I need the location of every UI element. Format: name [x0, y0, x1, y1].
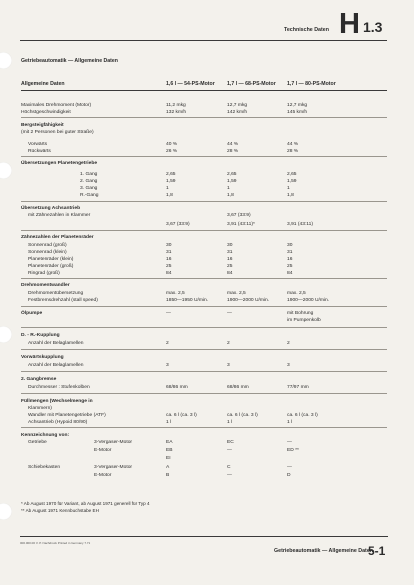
cell-value: 2	[166, 341, 169, 346]
row-label: Übersetzung Achsantrieb	[21, 206, 81, 211]
cell-value: 25	[227, 264, 233, 269]
cell-value: 2	[227, 341, 230, 346]
cell-value: 2,65	[166, 172, 176, 177]
row-label: (mit 2 Personen bei guter Straße)	[21, 130, 94, 135]
cell-value: 2,65	[227, 172, 237, 177]
row-label: Anzahl der Belaglamellen	[28, 363, 84, 368]
row-label: Klammern)	[28, 406, 52, 411]
cell-value: 16	[287, 257, 293, 262]
cell-value: 26 %	[166, 149, 178, 154]
cell-value: 1 l	[227, 420, 233, 425]
cell-value: 16	[227, 257, 233, 262]
punch-hole	[0, 326, 12, 343]
row-label: Durchmesser : Stufenkolben	[28, 385, 90, 390]
cell-value: EC	[227, 440, 234, 445]
row-label: Drehmomentwandler	[21, 283, 70, 288]
row-separator	[21, 393, 387, 394]
section-number: 1.3	[363, 19, 383, 35]
section-letter: H	[339, 8, 360, 40]
cell-value: 84	[287, 271, 293, 276]
row-label: Vorwärtskupplung	[21, 355, 64, 360]
cell-value: 1900—2000 U/min.	[227, 298, 270, 303]
row-label: Planetenräder (groß)	[28, 264, 74, 269]
row-label: Getriebe	[28, 440, 47, 445]
cell-value: 2,65	[287, 172, 297, 177]
cell-value: EB	[166, 448, 173, 453]
cell-value: 1	[166, 186, 169, 191]
cell-value: 3,67 (33:9)	[227, 213, 251, 218]
row-label: Sonnenrad (groß)	[28, 243, 67, 248]
cell-value: ca. 6 l (ca. 3 l)	[287, 413, 318, 418]
cell-value: 30	[287, 243, 293, 248]
row-separator	[21, 230, 387, 231]
cell-value: 16	[166, 257, 172, 262]
cell-value: C	[227, 465, 231, 470]
cell-value: 1900—2000 U/min.	[287, 298, 330, 303]
cell-value: 25	[166, 264, 172, 269]
row-label: E-Motor	[94, 473, 112, 478]
cell-value: 1	[287, 186, 290, 191]
row-label: Drehmomentübersetzung	[28, 291, 84, 296]
header-rule	[20, 40, 387, 41]
cell-value: EA	[166, 440, 173, 445]
cell-value: 132 km/h	[166, 110, 187, 115]
row-label: Höchstgeschwindigkeit	[21, 110, 71, 115]
table-header	[21, 77, 387, 91]
row-separator	[21, 156, 387, 157]
cell-value: B	[166, 473, 170, 478]
cell-value: ca. 6 l (ca. 3 l)	[227, 413, 258, 418]
cell-value: max. 2,5	[166, 291, 185, 296]
row-label: Zähnezahlen der Planetenräder	[21, 235, 94, 240]
footnote: * Ab August 1970 für Variant, ab August 1971 generell für Typ 4	[21, 501, 150, 506]
row-label: Übersetzungen Planetengetriebe	[21, 161, 98, 166]
cell-value: 30	[166, 243, 172, 248]
row-label: Rückwärts	[28, 149, 51, 154]
cell-value: 1 l	[287, 420, 293, 425]
row-label: Festbremsdrehzahl (stall speed)	[28, 298, 98, 303]
cell-value: A	[166, 465, 170, 470]
cell-value: D	[287, 473, 291, 478]
cell-value: mit Bohrung	[287, 311, 314, 316]
cell-value: 25	[287, 264, 293, 269]
cell-value: 12,7 mkg	[227, 103, 248, 108]
cell-value: —	[166, 311, 171, 316]
row-label: Anzahl der Belaglamellen	[28, 341, 84, 346]
cell-value: max. 2,5	[227, 291, 246, 296]
page-number: 5-1	[368, 544, 386, 558]
cell-value: —	[227, 311, 232, 316]
cell-value: ca. 6 l (ca. 3 l)	[166, 413, 197, 418]
row-label: 3-Vergaser-Motor	[94, 440, 133, 445]
row-label: mit Zähnezahlen in Klammer	[28, 213, 91, 218]
page-title: Getriebeautomatik — Allgemeine Daten	[21, 58, 118, 64]
row-label: Wandler mit Planetengetriebe (ATF)	[28, 413, 106, 418]
cell-value: 68/86 mm	[227, 385, 249, 390]
row-label: Sonnenrad (klein)	[28, 250, 67, 255]
cell-value: 1850—1950 U/min.	[166, 298, 209, 303]
cell-value: 1,59	[227, 179, 237, 184]
row-label: Maximales Drehmoment (Motor)	[21, 103, 92, 108]
cell-value: 2	[287, 341, 290, 346]
row-label: 3. Gang	[80, 186, 98, 191]
cell-value: 1,8	[287, 193, 294, 198]
cell-value: 84	[166, 271, 172, 276]
cell-value: 31	[227, 250, 233, 255]
row-separator	[21, 327, 387, 328]
row-label: Achsantrieb (Hypoid 80/90)	[28, 420, 88, 425]
column-header: Allgemeine Daten	[21, 81, 65, 87]
cell-value: —	[287, 440, 292, 445]
cell-value: 3,91 (43:11)	[287, 222, 314, 227]
row-label: 2. Gangbremse	[21, 377, 57, 382]
cell-value: —	[227, 473, 232, 478]
cell-value: —	[287, 465, 292, 470]
cell-value: 84	[227, 271, 233, 276]
cell-value: 1	[227, 186, 230, 191]
cell-value: 30	[227, 243, 233, 248]
row-label: Schiebekasten	[28, 465, 61, 470]
cell-value: 1,59	[287, 179, 297, 184]
row-label: R.-Gang	[80, 193, 99, 198]
footer-title: Getriebeautomatik — Allgemeine Daten	[274, 548, 373, 554]
print-info: 000.000.00 V. P. Nachdruck Printed in Germany 7.71	[20, 541, 91, 545]
row-label: Planetenräder (klein)	[28, 257, 74, 262]
cell-value: 1,59	[166, 179, 176, 184]
row-label: E-Motor	[94, 448, 112, 453]
cell-value: EI	[166, 456, 171, 461]
cell-value: 1,8	[166, 193, 173, 198]
row-separator	[21, 278, 387, 279]
cell-value: ED **	[287, 448, 299, 453]
row-separator	[21, 201, 387, 202]
row-label: Ölpumpe	[21, 311, 43, 316]
cell-value: 3	[287, 363, 290, 368]
row-label: 1. Gang	[80, 172, 98, 177]
footer-rule	[20, 536, 388, 537]
column-header: 1,7 l — 80-PS-Motor	[287, 81, 336, 87]
cell-value: 142 km/h	[227, 110, 248, 115]
cell-value: 31	[287, 250, 293, 255]
cell-value: 31	[166, 250, 172, 255]
row-separator	[21, 427, 387, 428]
cell-value: 40 %	[166, 142, 178, 147]
row-label: Ringrad (groß)	[28, 271, 60, 276]
cell-value: 44 %	[227, 142, 239, 147]
header-subtitle: Technische Daten	[284, 27, 329, 33]
punch-hole	[0, 52, 12, 69]
cell-value: 12,7 mkg	[287, 103, 308, 108]
cell-value: 11,2 mkg	[166, 103, 186, 108]
row-label: Füllmengen (Wechselmenge in	[21, 399, 93, 404]
punch-hole	[0, 162, 12, 179]
cell-value: max. 2,5	[287, 291, 306, 296]
cell-value: 44 %	[287, 142, 299, 147]
row-separator	[21, 349, 387, 350]
cell-value: 3,67 (33:9)	[166, 222, 190, 227]
column-header: 1,7 l — 68-PS-Motor	[227, 81, 276, 87]
cell-value: 3	[166, 363, 169, 368]
cell-value: im Pumpenkolb	[287, 318, 321, 323]
row-label: Vorwärts	[28, 142, 48, 147]
row-separator	[21, 306, 387, 307]
cell-value: 28 %	[287, 149, 299, 154]
row-label: D. - R.-Kupplung	[21, 333, 60, 338]
row-label: Bergsteigfähigkeit	[21, 123, 64, 128]
column-header: 1,6 l — 54-PS-Motor	[166, 81, 215, 87]
cell-value: 145 km/h	[287, 110, 308, 115]
cell-value: 1,8	[227, 193, 234, 198]
row-label: 2. Gang	[80, 179, 98, 184]
footnote: ** Ab August 1971 Kennbuchstabe EH	[21, 508, 99, 513]
row-separator	[21, 117, 387, 118]
row-label: Kennzeichnung von:	[21, 433, 70, 438]
cell-value: 28 %	[227, 149, 239, 154]
row-label: 3-Vergaser-Motor	[94, 465, 133, 470]
cell-value: 68/86 mm	[166, 385, 188, 390]
row-separator	[21, 371, 387, 372]
cell-value: 3,91 (43:11)*	[227, 222, 255, 227]
cell-value: 1 l	[166, 420, 172, 425]
cell-value: 77/97 mm	[287, 385, 309, 390]
punch-hole	[0, 503, 12, 520]
cell-value: —	[227, 448, 232, 453]
cell-value: 3	[227, 363, 230, 368]
